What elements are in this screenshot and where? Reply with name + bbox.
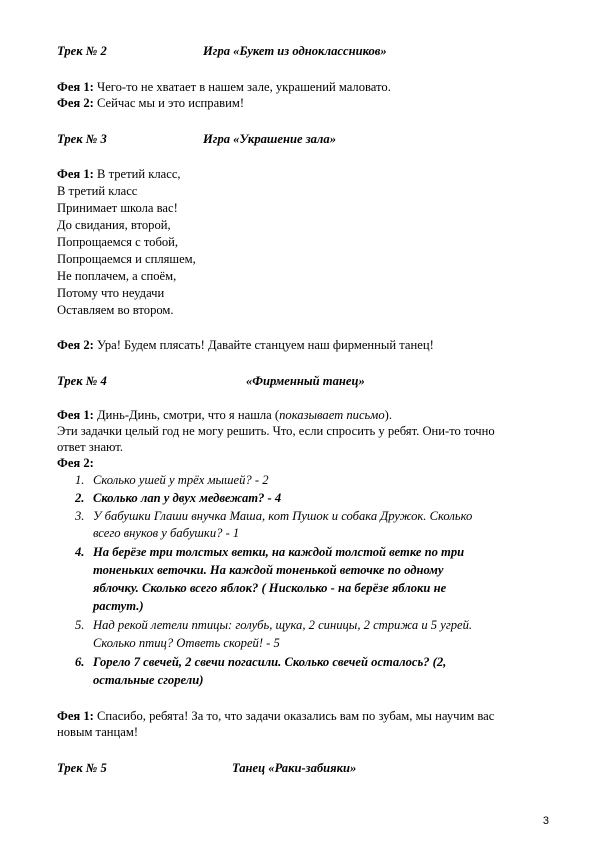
poem-line-5: Попрощаемся с тобой, (57, 235, 179, 249)
poem-line-1 (57, 167, 181, 182)
fairy1-line-c-2: Эти задачки целый год не могу решить. Что, если спросить у ребят. Они-то точно (57, 424, 495, 438)
track-5-label: Трек № 5 (57, 761, 107, 775)
track-3-label: Трек № 3 (57, 132, 107, 146)
track-3-title: Игра «Украшение зала» (203, 132, 336, 146)
poem-line-9: Оставляем во втором. (57, 303, 174, 317)
riddle-5: 5. Над рекой летели птицы: голубь, щука, 2 синицы, 2 стрижа и 5 угрей. (75, 618, 473, 632)
poem-line-7: Не поплачем, а споём, (57, 269, 177, 283)
track-4-title: «Фирменный танец» (246, 374, 365, 388)
track-4-label: Трек № 4 (57, 374, 107, 388)
speech-text: Динь-Динь, смотри, что я нашла ( (93, 408, 280, 422)
speaker: Фея 2: (57, 338, 94, 352)
speech-text: Спасибо, ребята! За то, что задачи оказались вам по зубам, мы научим вас (93, 709, 495, 723)
speaker: Фея 1: (57, 408, 94, 422)
fairy1-line-c (57, 408, 392, 423)
speaker: Фея 1: (57, 709, 94, 723)
poem-line-8: Потому что неудачи (57, 286, 165, 300)
fairy1-line-a (57, 80, 391, 95)
riddle-3: 3. У бабушки Глаши внучка Маша, кот Пушок и собака Дружок. Сколько (75, 509, 473, 523)
speaker: Фея 1: (57, 167, 94, 181)
speaker: Фея 2: (57, 96, 94, 110)
fairy1-line-c-3: ответ знают. (57, 440, 123, 454)
riddle-6: 6. Горело 7 свечей, 2 свечи погасили. Сколько свечей осталось? (2, (75, 655, 447, 669)
track-2-title: Игра «Букет из одноклассников» (203, 44, 387, 58)
track-2-label: Трек № 2 (57, 44, 107, 58)
fairy1-line-d (57, 709, 494, 724)
poem-line-3: Принимает школа вас! (57, 201, 178, 215)
poem-line-4: До свидания, второй, (57, 218, 171, 232)
fairy2-line-a (57, 96, 244, 111)
riddle-4-cont-3: растут.) (93, 599, 144, 613)
track-5-title: Танец «Раки-забияки» (232, 761, 357, 775)
speech-text: Ура! Будем плясать! Давайте станцуем наш фирменный танец! (93, 338, 434, 352)
riddle-3-cont: всего внуков у бабушки? - 1 (93, 526, 240, 540)
riddle-2: 2. Сколько лап у двух медвежат? - 4 (75, 491, 282, 505)
poem-text: В третий класс, (97, 167, 181, 181)
speaker: Фея 1: (57, 80, 94, 94)
poem-line-2: В третий класс (57, 184, 138, 198)
fairy2-speaker-c: Фея 2: (57, 456, 94, 470)
fairy2-line-b (57, 338, 434, 353)
riddle-4-cont-2: яблочку. Сколько всего яблок? ( Нисколько - на берёзе яблоки не (93, 581, 447, 595)
riddle-1: 1. Сколько ушей у трёх мышей? - 2 (75, 473, 269, 487)
riddle-5-cont: Сколько птиц? Ответь скорей! - 5 (93, 636, 280, 650)
page-number: 3 (542, 815, 549, 827)
speech-text-end: ). (384, 408, 392, 422)
speech-text: Сейчас мы и это исправим! (93, 96, 245, 110)
riddle-4-cont-1: тоненьких веточки. На каждой тоненькой веточке по одному (93, 563, 444, 577)
fairy1-line-d-2: новым танцам! (57, 725, 139, 739)
riddle-4: 4. На берёзе три толстых ветки, на каждой толстой ветке по три (75, 545, 465, 559)
stage-direction: показывает письмо (279, 408, 385, 422)
riddle-6-cont: остальные сгорели) (93, 673, 204, 687)
speech-text: Чего-то не хватает в нашем зале, украшений маловато. (93, 80, 391, 94)
poem-line-6: Попрощаемся и спляшем, (57, 252, 196, 266)
